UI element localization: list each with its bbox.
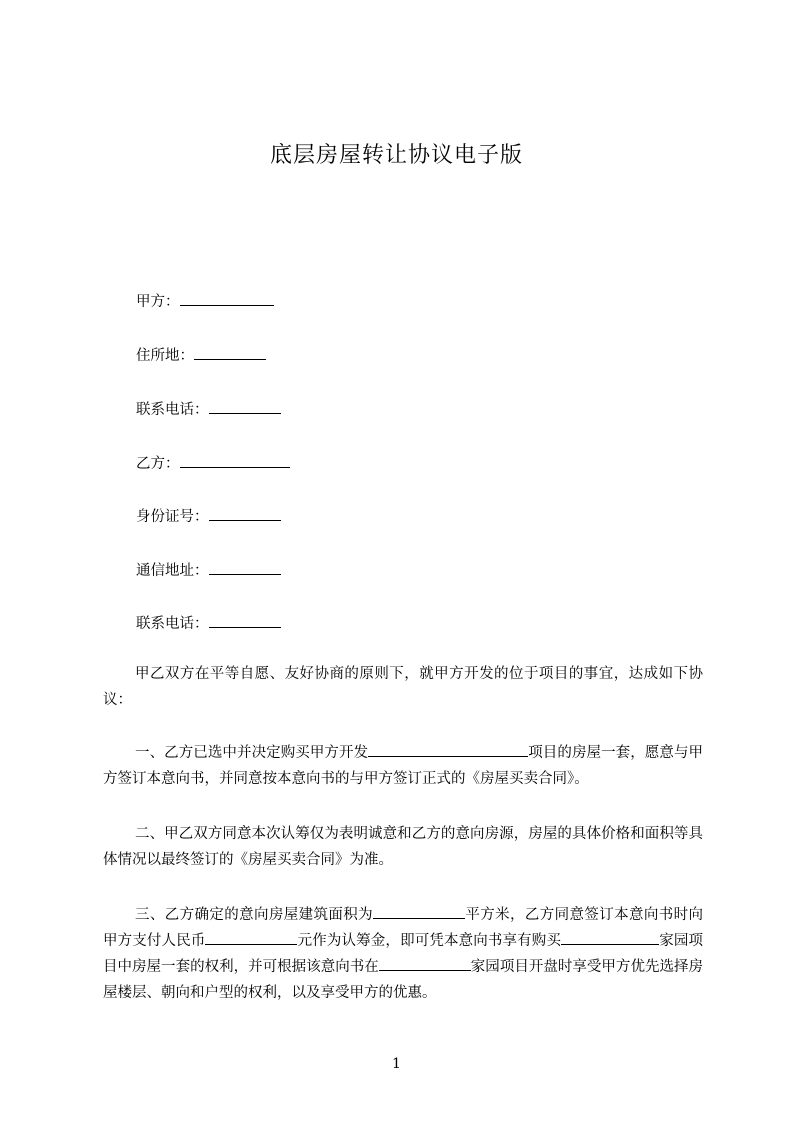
blank-line — [209, 506, 281, 521]
clause-text: 一、乙方已选中并决定购买甲方开发 — [135, 745, 369, 761]
clause-text: 家园项目中房屋一套的权利，并可根据该意向书在 — [103, 933, 704, 975]
field-phone-a — [136, 399, 281, 420]
document-title: 底层房屋转让协议电子版 — [269, 143, 523, 168]
field-label: 联系电话： — [136, 616, 209, 632]
blank-line — [194, 345, 266, 360]
blank-line — [209, 399, 281, 414]
blank-line — [209, 613, 281, 628]
blank-line — [561, 931, 659, 945]
page-number: 1 — [392, 1056, 401, 1072]
clause-3 — [103, 902, 703, 1006]
field-label: 住所地： — [136, 348, 194, 364]
intro-paragraph: 甲乙双方在平等自愿、友好协商的原则下，就甲方开发的位于项目的事宜，达成如下协议： — [103, 666, 703, 708]
field-address — [136, 345, 266, 366]
clause-text: 项目的房屋一套，愿意与甲方签订本意向书，并同意按本意向书的与甲方签订正式的《房屋买卖合同》。 — [103, 745, 704, 787]
blank-line — [368, 743, 528, 757]
blank-line — [209, 560, 281, 575]
field-mailing-address — [136, 560, 281, 581]
field-party-b — [136, 453, 290, 474]
field-label: 乙方： — [136, 456, 180, 472]
field-id-number — [136, 506, 281, 527]
field-label: 联系电话： — [136, 402, 209, 418]
blank-line — [205, 931, 297, 945]
blank-line — [180, 291, 274, 306]
field-label: 通信地址： — [136, 563, 209, 579]
field-party-a — [136, 291, 274, 312]
blank-line — [373, 905, 465, 919]
field-label: 身份证号： — [136, 509, 209, 525]
clause-1 — [103, 740, 703, 792]
clause-2: 二、甲乙双方同意本次认筹仅为表明诚意和乙方的意向房源，房屋的具体价格和面积等具体情况以最终签订的《房屋买卖合同》为准。 — [103, 826, 703, 868]
field-label: 甲方： — [136, 294, 180, 310]
clause-text: 平方米，乙方同意签订本意向书时向甲方支付人民币 — [103, 907, 703, 949]
field-phone-b — [136, 613, 281, 634]
clause-text: 元作为认筹金，即可凭本意向书享有购买 — [297, 933, 562, 949]
clause-text: 三、乙方确定的意向房屋建筑面积为 — [135, 907, 373, 923]
blank-line — [379, 957, 471, 971]
clause-text: 家园项目开盘时享受甲方优先选择房屋楼层、朝向和户型的权利，以及享受甲方的优惠。 — [103, 959, 704, 1001]
blank-line — [180, 453, 290, 468]
